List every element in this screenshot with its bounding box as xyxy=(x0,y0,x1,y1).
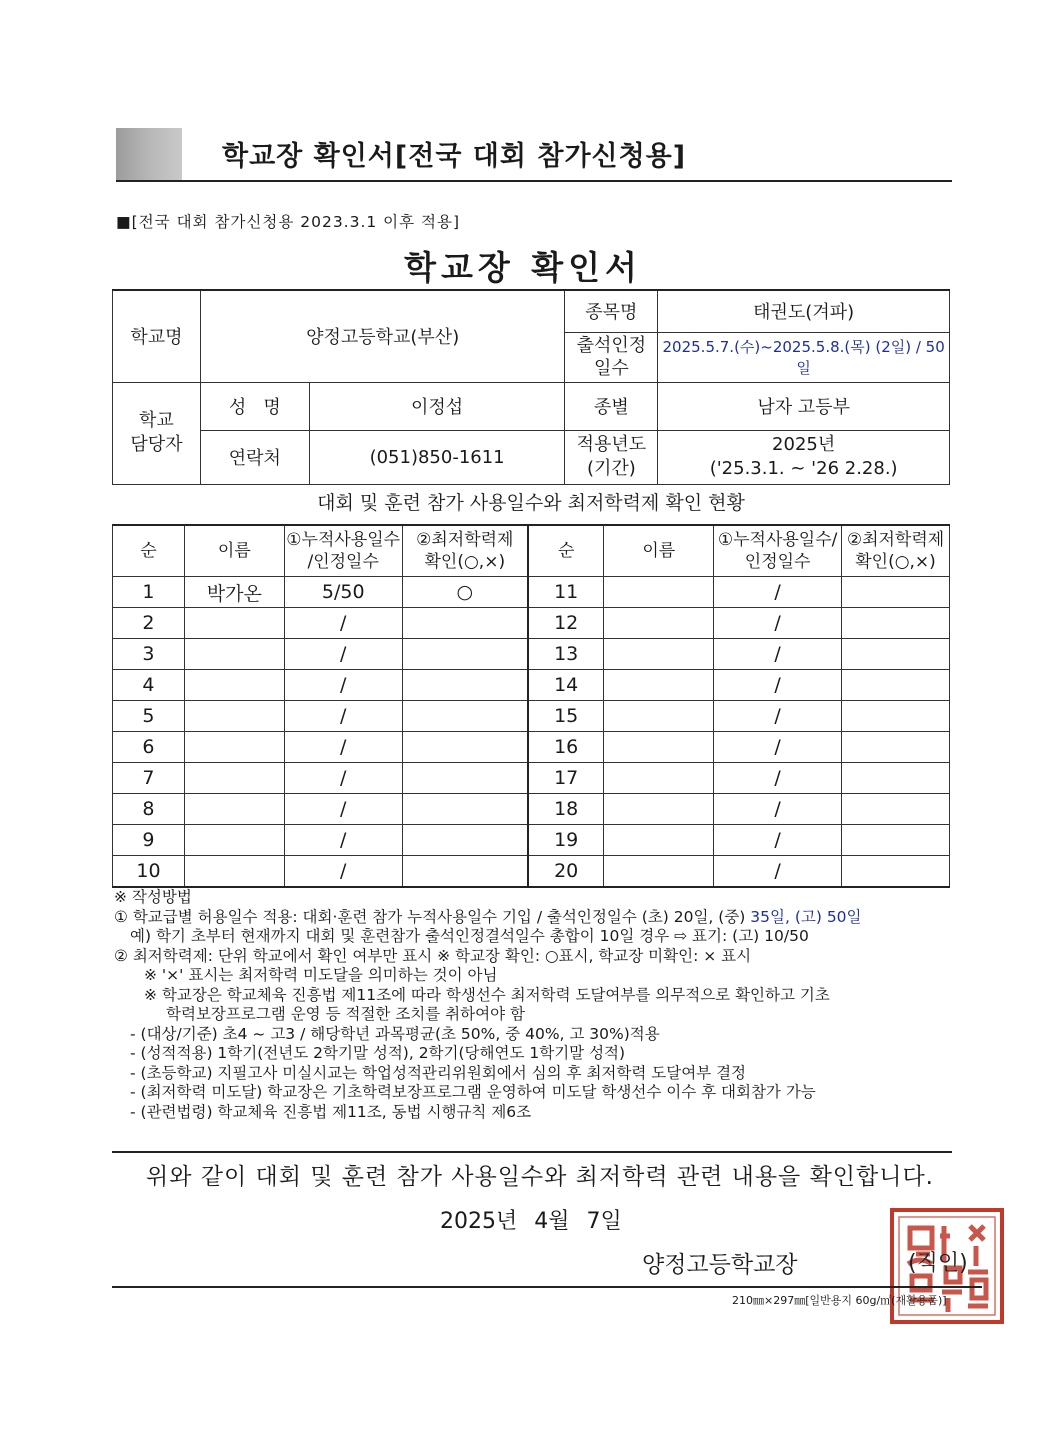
row-days: / xyxy=(714,763,842,794)
row-min-check xyxy=(402,670,528,701)
row-days: / xyxy=(714,577,842,608)
name-label: 성 명 xyxy=(200,382,309,430)
principal-title: 양정고등학교장 xyxy=(642,1252,798,1278)
participation-table xyxy=(112,524,950,888)
header-days-right-line1: ①누적사용일수/ xyxy=(717,530,838,550)
note-1 xyxy=(114,908,984,928)
row-days: / xyxy=(284,825,402,856)
row-name xyxy=(604,608,714,639)
row-min-check xyxy=(842,856,950,888)
year-label xyxy=(565,430,658,484)
row-no: 6 xyxy=(113,732,185,763)
row-days: / xyxy=(284,670,402,701)
attendance-label xyxy=(565,332,658,382)
year-value-line2: ('25.3.1. ~ '26 2.28.) xyxy=(709,458,898,479)
row-name xyxy=(604,577,714,608)
footer-divider xyxy=(112,1286,982,1288)
paper-size-note: 210㎜×297㎜[일반용지 60g/㎡(재활용품)] xyxy=(732,1294,947,1307)
row-min-check xyxy=(842,670,950,701)
row-min-check xyxy=(842,825,950,856)
row-days: 5/50 xyxy=(284,577,402,608)
event-label: 종목명 xyxy=(565,290,658,332)
document-title: 학교장 확인서 xyxy=(404,248,642,287)
row-name: 박가온 xyxy=(184,577,284,608)
year-value-line1: 2025년 xyxy=(772,434,836,455)
note-2-sub2b: 학력보장프로그램 운영 등 적절한 조치를 취하여야 함 xyxy=(166,1005,525,1023)
row-name xyxy=(184,608,284,639)
attendance-label-line2: 일수 xyxy=(593,358,629,379)
note-2: ② 최저학력제: 단위 학교에서 확인 여부만 표시 ※ 학교장 확인: ○표시, 학교장 미확인: × 표시 xyxy=(114,946,752,965)
row-min-check xyxy=(402,732,528,763)
row-name xyxy=(604,701,714,732)
row-name xyxy=(184,670,284,701)
header-days-left-line1: ①누적사용일수 xyxy=(286,530,401,550)
year-value xyxy=(658,430,950,484)
header-no-left: 순 xyxy=(113,525,185,577)
school-name-value: 양정고등학교(부산) xyxy=(200,290,565,382)
row-no: 14 xyxy=(528,670,604,701)
contact-label: 연락처 xyxy=(200,430,309,484)
staff-label xyxy=(113,382,201,484)
row-no: 4 xyxy=(113,670,185,701)
row-min-check xyxy=(842,577,950,608)
category-label: 종별 xyxy=(565,382,658,430)
row-no: 15 xyxy=(528,701,604,732)
row-no: 16 xyxy=(528,732,604,763)
bullet-elementary: - (초등학교) 지필고사 미실시교는 학업성적관리위원회에서 심의 후 최저학력 도달여부 결정 xyxy=(130,1063,747,1082)
attendance-value: 2025.5.7.(수)~2025.5.8.(목) (2일) / 50일 xyxy=(658,332,950,382)
row-name xyxy=(184,763,284,794)
header-min-right xyxy=(842,525,950,577)
note-1-limits: 35일, (고) 50일 xyxy=(750,907,862,926)
row-days: / xyxy=(714,856,842,888)
row-no: 10 xyxy=(113,856,185,888)
row-no: 20 xyxy=(528,856,604,888)
seal-label: (직인) xyxy=(908,1251,968,1276)
header-name-left: 이름 xyxy=(184,525,284,577)
redaction-box xyxy=(116,128,182,180)
table-row xyxy=(113,794,950,825)
header-days-left xyxy=(284,525,402,577)
year-label-line1: 적용년도 xyxy=(576,434,647,455)
row-min-check xyxy=(842,794,950,825)
row-min-check xyxy=(842,732,950,763)
row-min-check xyxy=(842,608,950,639)
row-no: 2 xyxy=(113,608,185,639)
section-title: 대회 및 훈련 참가 사용일수와 최저학력제 확인 현황 xyxy=(317,492,745,514)
school-name-label: 학교명 xyxy=(113,290,201,382)
notes-divider xyxy=(112,1151,952,1153)
header-min-left-line1: ②최저학력제 xyxy=(416,530,514,550)
row-no: 9 xyxy=(113,825,185,856)
table-row xyxy=(113,732,950,763)
row-no: 12 xyxy=(528,608,604,639)
row-min-check xyxy=(402,701,528,732)
table-row xyxy=(113,577,950,608)
table-row xyxy=(113,608,950,639)
row-name xyxy=(184,825,284,856)
issue-date: 2025년 4월 7일 xyxy=(440,1209,622,1234)
row-name xyxy=(604,856,714,888)
writing-instructions xyxy=(114,888,984,1122)
table-row xyxy=(113,670,950,701)
note-1-text: ① 학교급별 허용일수 적용: 대회·훈련 참가 누적사용일수 기입 / 출석인정일수 (초) 20일, (중) xyxy=(114,907,751,926)
notes-heading: ※ 작성방법 xyxy=(114,888,192,906)
row-days: / xyxy=(714,670,842,701)
header-min-left xyxy=(402,525,528,577)
row-days: / xyxy=(714,701,842,732)
row-no: 5 xyxy=(113,701,185,732)
row-days: / xyxy=(714,825,842,856)
contact-value: (051)850-1611 xyxy=(309,430,565,484)
note-1-example: 예) 학기 초부터 현재까지 대회 및 훈련참가 출석인정결석일수 총합이 10일 경우 ⇨ 표기: (고) 10/50 xyxy=(130,927,809,945)
row-days: / xyxy=(284,794,402,825)
row-days: / xyxy=(284,639,402,670)
row-name xyxy=(604,825,714,856)
school-info-table xyxy=(112,289,950,485)
row-name xyxy=(184,701,284,732)
row-no: 17 xyxy=(528,763,604,794)
header-name-right: 이름 xyxy=(604,525,714,577)
table-row xyxy=(113,763,950,794)
row-days: / xyxy=(714,608,842,639)
bullet-not-reached: - (최저학력 미도달) 학교장은 기초학력보장프로그램 운영하여 미도달 학생선수 이수 후 대회참가 가능 xyxy=(130,1083,816,1101)
row-name xyxy=(184,639,284,670)
bullet-law: - (관련법령) 학교체육 진흥법 제11조, 동법 시행규칙 제6조 xyxy=(130,1102,532,1121)
staff-label-line1: 학교 xyxy=(139,410,174,431)
row-no: 13 xyxy=(528,639,604,670)
header-days-right-line2: 인정일수 xyxy=(744,552,811,572)
row-min-check xyxy=(402,763,528,794)
table-row xyxy=(113,701,950,732)
row-name xyxy=(604,763,714,794)
row-days: / xyxy=(284,763,402,794)
confirmation-statement: 위와 같이 대회 및 훈련 참가 사용일수와 최저학력 관련 내용을 확인합니다. xyxy=(146,1164,934,1190)
row-min-check xyxy=(402,794,528,825)
row-days: / xyxy=(714,639,842,670)
row-min-check: ○ xyxy=(402,577,528,608)
header-days-right xyxy=(714,525,842,577)
row-name xyxy=(604,670,714,701)
row-no: 1 xyxy=(113,577,185,608)
row-days: / xyxy=(714,794,842,825)
name-value: 이정섭 xyxy=(309,382,565,430)
table-row xyxy=(113,639,950,670)
bullet-grades: - (성적적용) 1학기(전년도 2학기말 성적), 2학기(당해연도 1학기말 성적) xyxy=(130,1044,626,1062)
header-min-left-line2: 확인(○,×) xyxy=(424,552,506,572)
table-row xyxy=(113,825,950,856)
row-no: 3 xyxy=(113,639,185,670)
row-no: 7 xyxy=(113,763,185,794)
row-min-check xyxy=(402,608,528,639)
header-divider xyxy=(116,180,952,182)
row-no: 11 xyxy=(528,577,604,608)
attendance-label-line1: 출석인정 xyxy=(576,335,647,356)
header-min-right-line2: 확인(○,×) xyxy=(855,552,936,572)
row-name xyxy=(184,856,284,888)
row-name xyxy=(184,732,284,763)
bullet-target: - (대상/기준) 초4 ~ 고3 / 해당학년 과목평균(초 50%, 중 40%, 고 30%)적용 xyxy=(130,1024,660,1043)
table-row xyxy=(113,856,950,888)
staff-label-line2: 담당자 xyxy=(130,434,183,455)
header-days-left-line2: /인정일수 xyxy=(307,552,379,572)
row-min-check xyxy=(842,701,950,732)
header-title: 학교장 확인서[전국 대회 참가신청용] xyxy=(222,141,687,172)
row-name xyxy=(604,732,714,763)
row-min-check xyxy=(842,639,950,670)
event-value: 태권도(겨파) xyxy=(658,290,950,332)
row-no: 8 xyxy=(113,794,185,825)
row-name xyxy=(604,794,714,825)
note-2-sub2: ※ 학교장은 학교체육 진흥법 제11조에 따라 학생선수 최저학력 도달여부를 의무적으로 확인하고 기초 xyxy=(144,985,830,1004)
row-name xyxy=(604,639,714,670)
row-no: 19 xyxy=(528,825,604,856)
category-value: 남자 고등부 xyxy=(658,382,950,430)
row-no: 18 xyxy=(528,794,604,825)
applied-note: ■[전국 대회 참가신청용 2023.3.1 이후 적용] xyxy=(116,213,461,231)
row-min-check xyxy=(842,763,950,794)
note-2-sub1: ※ '×' 표시는 최저학력 미도달을 의미하는 것이 아님 xyxy=(144,966,498,984)
row-days: / xyxy=(284,608,402,639)
row-days: / xyxy=(284,701,402,732)
row-days: / xyxy=(284,732,402,763)
header-min-right-line1: ②최저학력제 xyxy=(846,530,945,550)
row-name xyxy=(184,794,284,825)
row-min-check xyxy=(402,825,528,856)
header-no-right: 순 xyxy=(528,525,604,577)
year-label-line2: (기간) xyxy=(586,458,636,479)
row-min-check xyxy=(402,639,528,670)
row-min-check xyxy=(402,856,528,888)
row-days: / xyxy=(714,732,842,763)
row-days: / xyxy=(284,856,402,888)
